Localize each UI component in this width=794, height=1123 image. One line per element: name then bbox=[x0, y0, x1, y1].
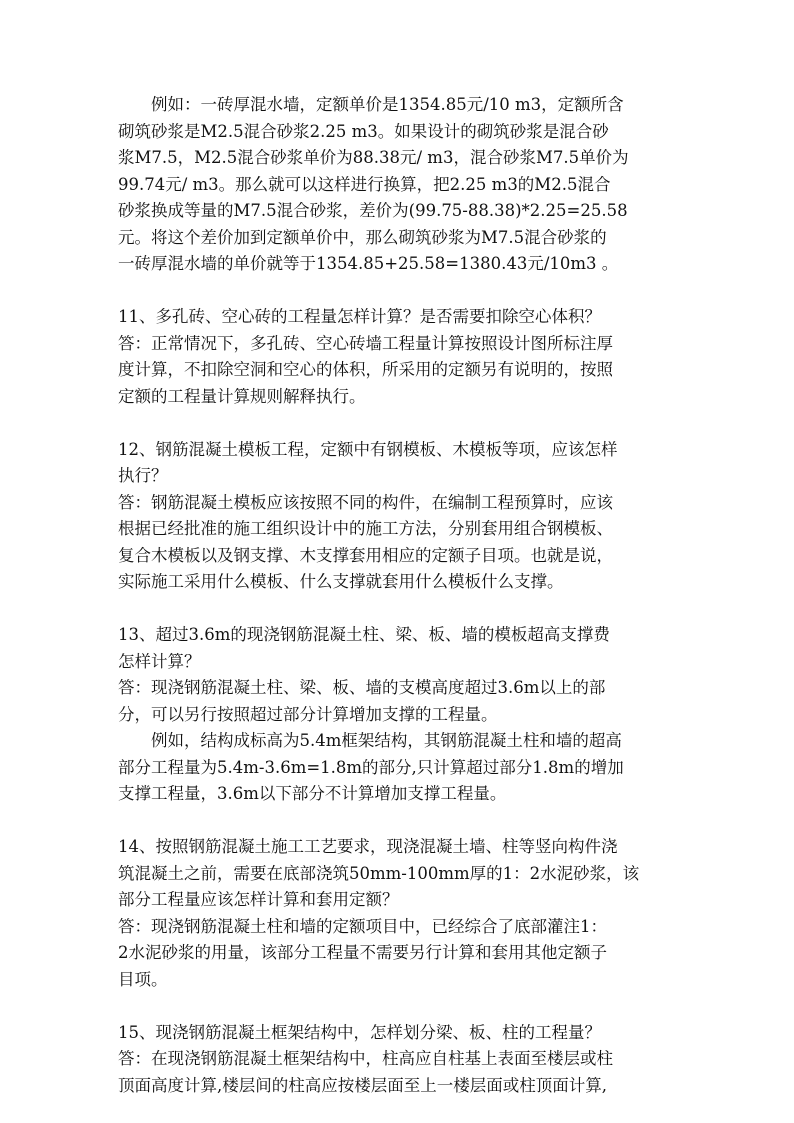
answer-line: 定额的工程量计算规则解释执行。 bbox=[118, 386, 366, 406]
answer-line: 目项。 bbox=[118, 969, 168, 989]
answer-line: 答：现浇钢筋混凝土柱和墙的定额项目中，已经综合了底部灌注1： bbox=[118, 916, 607, 936]
answer-line: 答：钢筋混凝土模板应该按照不同的构件，在编制工程预算时，应该 bbox=[118, 492, 613, 512]
question-heading: 部分工程量应该怎样计算和套用定额？ bbox=[118, 890, 399, 909]
question-12-block bbox=[118, 437, 678, 596]
question-heading: 15、现浇钢筋混凝土框架结构中，怎样划分梁、板、柱的工程量？ bbox=[118, 1022, 601, 1042]
answer-line: 部分工程量为5.4m-3.6m=1.8m的部分,只计算超过部分1.8m的增加 bbox=[118, 757, 624, 777]
question-heading: 14、按照钢筋混凝土施工工艺要求，现浇混凝土墙、柱等竖向构件浇 bbox=[118, 837, 618, 856]
question-heading: 怎样计算？ bbox=[118, 651, 201, 671]
question-14-block bbox=[118, 834, 678, 993]
mortar-conversion-example bbox=[118, 92, 678, 278]
answer-line: 答：现浇钢筋混凝土柱、梁、板、墙的支模高度超过3.6m以上的部 bbox=[118, 678, 606, 697]
document-page bbox=[118, 92, 678, 1099]
paragraph-spacer bbox=[118, 410, 678, 437]
text-line: 元。将这个差价加到定额单价中，那么砌筑砂浆为M7.5混合砂浆的 bbox=[118, 227, 607, 247]
question-heading: 执行？ bbox=[118, 466, 168, 485]
paragraph-spacer bbox=[118, 278, 678, 305]
question-heading: 筑混凝土之前，需要在底部浇筑50mm-100mm厚的1：2水泥砂浆，该 bbox=[118, 863, 640, 883]
question-11-block bbox=[118, 304, 678, 410]
answer-line: 2水泥砂浆的用量，该部分工程量不需要另行计算和套用其他定额子 bbox=[118, 943, 607, 962]
text-line: 砂浆换成等量的M7.5混合砂浆，差价为(99.75-88.38)*2.25=25.58 bbox=[118, 201, 628, 220]
paragraph-spacer bbox=[118, 808, 678, 835]
question-15-block bbox=[118, 1020, 678, 1100]
answer-line: 例如，结构成标高为5.4m框架结构，其钢筋混凝土柱和墙的超高 bbox=[118, 731, 622, 750]
answer-line: 顶面高度计算,楼层间的柱高应按楼层面至上一楼层面或柱顶面计算, bbox=[118, 1075, 607, 1095]
text-line: 一砖厚混水墙的单价就等于1354.85+25.58=1380.43元/10m3 。 bbox=[118, 254, 619, 273]
answer-line: 复合木模板以及钢支撑、木支撑套用相应的定额子目项。也就是说， bbox=[118, 545, 613, 565]
question-heading: 13、超过3.6m的现浇钢筋混凝土柱、梁、板、墙的模板超高支撑费 bbox=[118, 625, 610, 644]
question-heading: 12、钢筋混凝土模板工程，定额中有钢模板、木模板等项，应该怎样 bbox=[118, 439, 618, 459]
text-line: 浆M7.5，M2.5混合砂浆单价为88.38元/ m3，混合砂浆M7.5单价为 bbox=[118, 148, 629, 167]
answer-line: 根据已经批准的施工组织设计中的施工方法，分别套用组合钢模板、 bbox=[118, 519, 613, 538]
text-line: 99.74元/ m3。那么就可以这样进行换算，把2.25 m3的M2.5混合 bbox=[118, 174, 611, 194]
answer-line: 分，可以另行按照超过部分计算增加支撑的工程量。 bbox=[118, 704, 498, 724]
text-line: 例如：一砖厚混水墙，定额单价是1354.85元/10 m3，定额所含 bbox=[118, 95, 624, 114]
answer-line: 实际施工采用什么模板、什么支撑就套用什么模板什么支撑。 bbox=[118, 572, 564, 591]
paragraph-spacer bbox=[118, 596, 678, 623]
paragraph-spacer bbox=[118, 993, 678, 1020]
text-line: 砌筑砂浆是M2.5混合砂浆2.25 m3。如果设计的砌筑砂浆是混合砂 bbox=[118, 121, 609, 141]
question-13-block bbox=[118, 622, 678, 808]
question-heading: 11、多孔砖、空心砖的工程量怎样计算？是否需要扣除空心体积？ bbox=[118, 307, 601, 326]
answer-line: 答：在现浇钢筋混凝土框架结构中，柱高应自柱基上表面至楼层或柱 bbox=[118, 1049, 613, 1068]
answer-line: 答：正常情况下，多孔砖、空心砖墙工程量计算按照设计图所标注厚 bbox=[118, 333, 613, 353]
answer-line: 度计算，不扣除空洞和空心的体积，所采用的定额另有说明的，按照 bbox=[118, 360, 613, 379]
answer-line: 支撑工程量，3.6m以下部分不计算增加支撑工程量。 bbox=[118, 784, 507, 803]
